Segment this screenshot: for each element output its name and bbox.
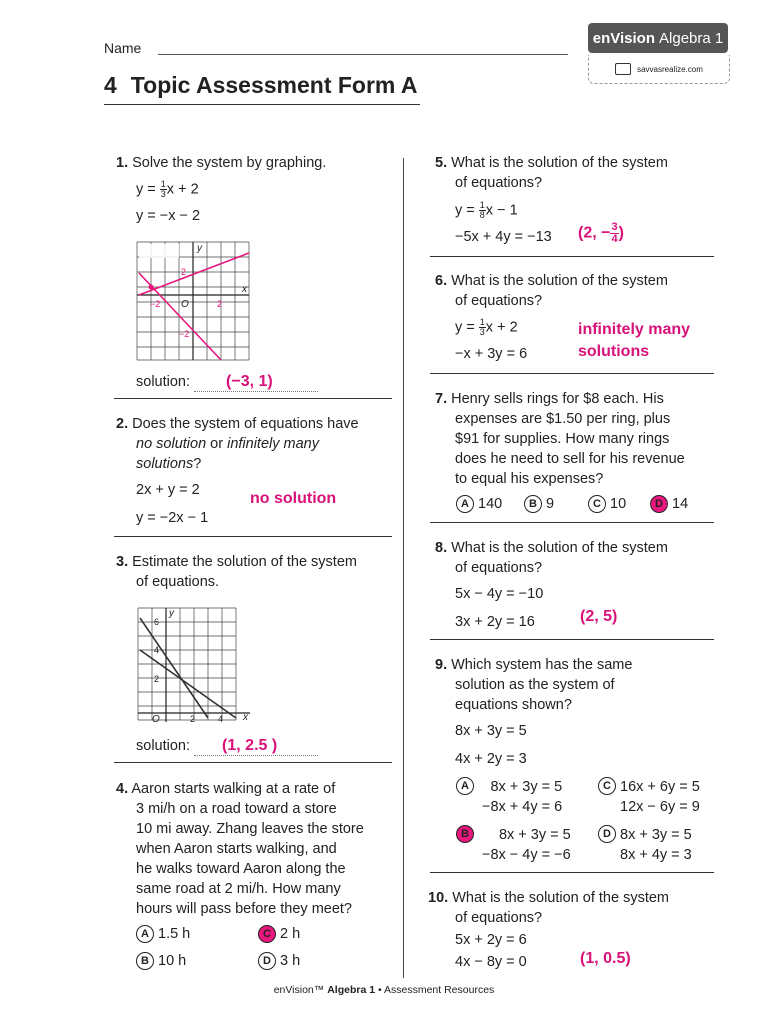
title-rule — [104, 104, 420, 105]
q10-prompt — [428, 888, 726, 928]
website-box — [588, 55, 730, 84]
q3-rule — [114, 762, 392, 763]
q6-eq1 — [455, 318, 518, 337]
q9-line: Which system has the same — [451, 657, 633, 673]
q8-eq2: 3x + 2y = 16 — [455, 614, 535, 630]
q8-number: 8. — [435, 540, 448, 556]
q9-rule — [430, 872, 714, 873]
q3-prompt — [116, 552, 396, 592]
q3-y-label: y — [169, 608, 174, 619]
q3-origin: O — [152, 714, 160, 724]
q1-line-a — [139, 253, 249, 295]
q1-eq1 — [136, 180, 199, 199]
topic-number: 4 — [104, 72, 117, 98]
q3-text-a: Estimate the solution of the system — [132, 554, 357, 570]
q2-text-b1: no solution — [136, 436, 207, 452]
q5-prompt — [435, 153, 725, 193]
q9-option-b-l2: −8x − 4y = −6 — [482, 847, 571, 863]
q9-option-c-l2: 12x − 6y = 9 — [620, 799, 700, 815]
q8-answer: (2, 5) — [580, 608, 618, 625]
q4-line: he walks toward Aaron along the — [136, 861, 346, 877]
q2-text-a: Does the system of equations have — [132, 416, 359, 432]
q2-eq2: y = −2x − 1 — [136, 510, 209, 526]
q1-ytick-2: 2 — [181, 267, 187, 277]
q5-frac: $\frac{1}{8}$ — [479, 200, 485, 220]
q2-eq1: 2x + y = 2 — [136, 482, 200, 498]
q7-option-a-text: 140 — [478, 496, 503, 512]
q6-text-a: What is the solution of the system — [451, 273, 668, 289]
q1-eq1-a: y = — [136, 181, 160, 198]
q9-option-a-l2: −8x + 4y = 6 — [482, 799, 563, 815]
q7-option-c-circle: C — [588, 495, 606, 513]
q4-number: 4. — [116, 781, 129, 797]
q1-origin: O — [181, 299, 189, 310]
q9-prompt — [435, 655, 725, 715]
brand-prefix: enVision — [592, 29, 656, 47]
q6-eq2: −x + 3y = 6 — [455, 346, 528, 362]
q10-eq1: 5x + 2y = 6 — [455, 932, 527, 948]
q8-prompt — [435, 538, 725, 578]
q3-number: 3. — [116, 554, 129, 570]
q4-option-b[interactable] — [136, 952, 186, 970]
q7-option-d-circle: D — [650, 495, 668, 513]
q6-eq1-a: y = — [455, 319, 479, 336]
q7-option-a-circle: A — [456, 495, 474, 513]
name-line[interactable] — [158, 54, 568, 55]
q5-eq1-b: x − 1 — [485, 202, 518, 219]
q4-option-c-text: 2 h — [280, 926, 301, 942]
q5-answer-b: ) — [618, 224, 624, 242]
q4-option-b-text: 10 h — [158, 953, 187, 969]
q9-option-c-circle: C — [598, 777, 616, 795]
q7-option-c[interactable] — [588, 495, 626, 513]
q4-line: 3 mi/h on a road toward a store — [136, 801, 337, 817]
q3-xtick-4: 4 — [218, 714, 224, 724]
q2-number: 2. — [116, 416, 129, 432]
q4-line: same road at 2 mi/h. How many — [136, 881, 341, 897]
q1-text: Solve the system by graphing. — [132, 155, 327, 171]
q6-eq1-b: x + 2 — [485, 319, 518, 336]
q9-line: solution as the system of — [455, 677, 615, 693]
q8-text-a: What is the solution of the system — [451, 540, 668, 556]
q1-answer: (−3, 1) — [226, 373, 273, 390]
brand-badge — [588, 23, 728, 53]
q5-text-a: What is the solution of the system — [451, 155, 668, 171]
q7-option-d[interactable] — [650, 495, 688, 513]
q4-option-a[interactable] — [136, 925, 190, 943]
q6-number: 6. — [435, 273, 448, 289]
q5-answer-frac: $\frac{3}{4}$ — [611, 221, 618, 245]
q3-ytick-4: 4 — [154, 645, 160, 655]
q3-line-a — [140, 618, 208, 718]
q4-line: hours will pass before they meet? — [136, 901, 352, 917]
q7-line: does he need to sell for his revenue — [455, 451, 685, 467]
q1-sol-label: solution: — [136, 374, 191, 390]
footer — [0, 984, 768, 996]
q1-prompt — [116, 153, 326, 173]
q7-option-b-circle: B — [524, 495, 542, 513]
q5-answer — [578, 222, 624, 245]
q9-option-a-circle: A — [456, 777, 474, 795]
q4-option-c[interactable] — [258, 925, 300, 943]
q9-line: equations shown? — [455, 697, 572, 713]
q9-option-b[interactable] — [456, 825, 571, 865]
q9-option-c-l1: 16x + 6y = 5 — [620, 779, 700, 795]
q4-option-c-circle: C — [258, 925, 276, 943]
q6-answer-a: infinitely many — [578, 321, 691, 338]
monitor-icon — [615, 63, 631, 75]
q1-xtick-neg2: −2 — [150, 299, 161, 309]
q7-option-c-text: 10 — [610, 496, 627, 512]
q9-option-d-l1: 8x + 3y = 5 — [620, 827, 692, 843]
q7-line: to equal his expenses? — [455, 471, 604, 487]
q3-ytick-6: 6 — [154, 617, 160, 627]
q1-frac: $\frac{1}{3}$ — [160, 179, 166, 199]
q7-option-b[interactable] — [524, 495, 554, 513]
q7-option-b-text: 9 — [546, 496, 555, 512]
q5-eq2: −5x + 4y = −13 — [455, 229, 552, 245]
q1-x-label: x — [242, 284, 247, 295]
q7-rule — [430, 522, 714, 523]
q1-eq2: y = −x − 2 — [136, 208, 201, 224]
q4-option-d[interactable] — [258, 952, 300, 970]
q10-number: 10. — [428, 890, 449, 906]
q7-line: Henry sells rings for $8 each. His — [451, 391, 664, 407]
q5-eq1-a: y = — [455, 202, 479, 219]
q4-line: Aaron starts walking at a rate of — [131, 781, 336, 797]
q9-option-d[interactable] — [598, 825, 692, 865]
q9-eq1: 8x + 3y = 5 — [455, 723, 527, 739]
q2-answer: no solution — [250, 490, 337, 507]
q10-eq2: 4x − 8y = 0 — [455, 954, 527, 970]
website-text: savvasrealize.com — [637, 64, 703, 74]
q2-text-c: solutions — [136, 456, 194, 472]
brand-suffix: Algebra 1 — [659, 29, 724, 47]
q6-text-b: of equations? — [455, 293, 543, 309]
q6-prompt — [435, 271, 725, 311]
q8-text-b: of equations? — [455, 560, 543, 576]
q9-option-b-l1: 8x + 3y = 5 — [498, 827, 571, 843]
q2-rule — [114, 536, 392, 537]
q3-solution — [136, 736, 318, 756]
q7-line: $91 for supplies. How many rings — [455, 431, 670, 447]
q9-eq2: 4x + 2y = 3 — [455, 751, 527, 767]
q1-ytick-neg2: −2 — [179, 329, 190, 339]
q9-option-d-circle: D — [598, 825, 616, 843]
q7-line: expenses are $1.50 per ring, plus — [455, 411, 671, 427]
footer-suffix: • Assessment Resources — [375, 984, 495, 996]
q3-line-b — [140, 650, 236, 718]
q9-option-c[interactable] — [598, 777, 700, 817]
q4-option-a-text: 1.5 h — [158, 926, 191, 942]
q6-answer — [578, 319, 690, 363]
q5-rule — [430, 256, 714, 257]
q1-solution-point — [149, 285, 154, 290]
q2-text-b3: infinitely many — [227, 436, 319, 452]
q4-prompt — [116, 779, 401, 919]
q3-sol-line[interactable] — [194, 737, 318, 756]
q2-prompt — [116, 414, 396, 474]
q10-text-b: of equations? — [455, 910, 543, 926]
q3-graph — [136, 606, 252, 724]
q10-answer: (1, 0.5) — [580, 950, 631, 967]
q6-answer-b: solutions — [578, 343, 650, 360]
q8-eq1: 5x − 4y = −10 — [455, 586, 544, 602]
q9-option-b-circle: B — [456, 825, 474, 843]
q1-y-label: y — [197, 243, 202, 254]
q3-x-label: x — [243, 712, 248, 723]
q3-xtick-2: 2 — [190, 714, 196, 724]
q4-line: 10 mi away. Zhang leaves the store — [136, 821, 364, 837]
q3-answer: (1, 2.5 ) — [222, 737, 278, 754]
page-title — [104, 72, 418, 99]
q5-text-b: of equations? — [455, 175, 543, 191]
footer-prefix: enVision™ — [273, 984, 328, 996]
title-text: Topic Assessment Form A — [130, 72, 418, 98]
q5-number: 5. — [435, 155, 448, 171]
q6-rule — [430, 373, 714, 374]
q7-number: 7. — [435, 391, 448, 407]
q10-text-a: What is the solution of the system — [452, 890, 669, 906]
q9-number: 9. — [435, 657, 448, 673]
q9-option-a-l1: 8x + 3y = 5 — [490, 779, 563, 795]
q3-ytick-2: 2 — [154, 674, 160, 684]
q3-sol-label: solution: — [136, 738, 191, 754]
q3-text-b: of equations. — [136, 574, 220, 590]
q2-text-c2: ? — [193, 456, 202, 472]
q9-option-d-l2: 8x + 4y = 3 — [620, 847, 692, 863]
q1-graph — [135, 241, 251, 362]
q4-line: when Aaron starts walking, and — [136, 841, 337, 857]
footer-bold: Algebra 1 — [327, 984, 376, 996]
q4-option-d-circle: D — [258, 952, 276, 970]
q5-answer-a: (2, − — [578, 224, 611, 242]
q1-solution — [136, 372, 318, 392]
name-label: Name — [104, 40, 142, 56]
q7-prompt — [435, 389, 730, 489]
q8-rule — [430, 639, 714, 640]
q5-eq1 — [455, 201, 518, 220]
q1-number: 1. — [116, 155, 129, 171]
q1-rule — [114, 398, 392, 399]
q6-frac: $\frac{1}{3}$ — [479, 317, 485, 337]
q4-option-d-text: 3 h — [280, 953, 301, 969]
q2-text-b2: or — [206, 436, 228, 452]
q7-option-a[interactable] — [456, 495, 502, 513]
q4-option-a-circle: A — [136, 925, 154, 943]
q4-option-b-circle: B — [136, 952, 154, 970]
q1-xtick-2: 2 — [217, 299, 223, 309]
q1-eq1-b: x + 2 — [166, 181, 199, 198]
q1-sol-line[interactable] — [194, 373, 318, 392]
column-divider — [403, 158, 404, 978]
q7-option-d-text: 14 — [672, 496, 689, 512]
q9-option-a[interactable] — [456, 777, 562, 817]
